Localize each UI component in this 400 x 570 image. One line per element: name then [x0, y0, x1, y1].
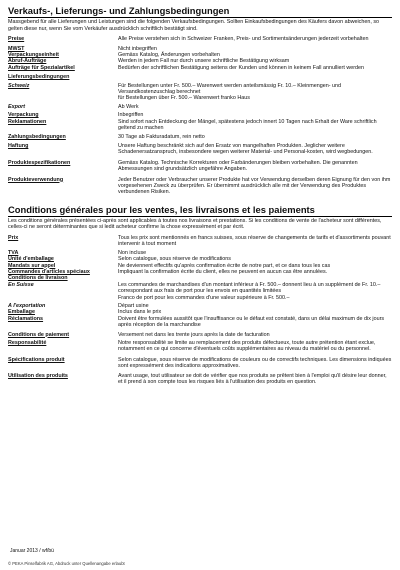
- term-row: [8, 143, 392, 156]
- term-label: Conditions de paiement: [8, 331, 70, 338]
- term-value: Ne deviennent effectifs qu'après confirmation écrite de notre part, et ce dans tous les cas: [118, 262, 331, 269]
- term-label: Utilisation des produits: [8, 372, 68, 379]
- term-row: [8, 373, 392, 386]
- term-label: Spécifications produit: [8, 356, 65, 363]
- term-label: Unité d'emballage: [8, 256, 54, 263]
- term-value: Doivent être formulées aussitôt que l'insuffisance ou le défaut est constaté, dans un délai maximum de dix jours après réception de la marchandise: [118, 315, 385, 329]
- term-label: Reklamationen: [8, 118, 47, 125]
- term-label: Prix: [8, 234, 19, 241]
- term-value: Inbegriffen: [118, 112, 144, 119]
- term-value: Nicht inbegriffen: [118, 45, 157, 52]
- footer-copyright: © PEKA Pinselfabrik AG, Abdruck unter Quellenangabe erlaubt: [8, 561, 125, 566]
- term-value: Avant usage, tout utilisateur se doit de vérifier que nos produits se prêtent bien à l'emploi qu'il désire leur donner, et il prend à son compte tous les risques liés à l'utilisation des produits en question.: [118, 372, 387, 386]
- term-value: Unsere Haftung beschränkt sich auf den Ersatz von mangelhaften Produkten. Jeglicher weitere Schadenersatzanspruch, insbesondere wegen weiterer Material- und Personal-kosten, wird wegbedungen.: [118, 142, 373, 156]
- term-row: [8, 160, 392, 173]
- term-label: En Suisse: [8, 281, 34, 288]
- term-value: Sind sofort nach Entdeckung der Mängel, spätestens jedoch innert 10 Tagen nach Erhalt der Ware schriftlich geltend zu machen: [118, 118, 377, 132]
- section-french: [8, 204, 392, 386]
- terms-list: [8, 36, 392, 196]
- term-value: Les commandes de marchandises d'un montant inférieur à Fr. 500.– donnent lieu à un supplément de Fr. 10.– correspondant aux frais de port pour les envois en quantités limitées Franco de port pour les commandes d'une valeur supérieure à Fr. 500.–: [118, 281, 381, 301]
- term-value: Werden in jedem Fall nur durch unsere schriftliche Bestätigung wirksam: [118, 58, 290, 65]
- term-value: Tous les prix sont mentionnés en francs suisses, sous réserve de changements de tarifs et d'assortiments pouvant intervenir à tout moment: [118, 234, 391, 248]
- term-value: Gemäss Katalog, Änderungen vorbehalten: [118, 52, 220, 58]
- term-label: Responsabilité: [8, 340, 47, 346]
- term-label: Export: [8, 103, 26, 110]
- term-label: A l'exportation: [8, 302, 46, 309]
- section-intro: Les conditions générales présentées ci-après sont applicables à toutes nos livraisons et prestations. Si les conditions de vente de l'acheteur sont différentes, celles-ci ne seront déterminantes que si ledit acheteur confirme la chose expressément et par écrit.: [8, 217, 382, 231]
- term-value: Gemäss Katalog. Technische Korrekturen oder Farbänderungen bleiben vorbehalten. Die genannten Abmessungen sind grundsätzlich ungefähre Angaben.: [118, 159, 358, 173]
- term-label: MWST: [8, 45, 25, 52]
- term-value: Non incluse: [118, 249, 147, 256]
- term-value: Selon catalogue, sous réserve de modifications: [118, 256, 231, 263]
- section-title: Conditions générales pour les ventes, les livraisons et les paiements: [8, 204, 392, 217]
- term-row: [8, 134, 392, 140]
- term-label: Abruf-Aufträge: [8, 58, 47, 65]
- term-value: Für Bestellungen unter Fr. 500.– Warenwert werden anteilsmässig Fr. 10.– Kleinmengen- und Versandkostenzuschlag berechnet für Bestellungen über Fr. 500.– Warenwert franko Haus: [118, 82, 342, 102]
- term-row: [8, 119, 392, 132]
- term-label: Produktespezifikationen: [8, 159, 71, 166]
- term-row: [8, 83, 392, 102]
- term-value: Inclus dans le prix: [118, 309, 162, 316]
- term-label: Commandes d'articles spéciaux: [8, 268, 90, 275]
- term-value: Jeder Benutzer oder Verbraucher unserer Produkte hat vor Verwendung derselben deren Eignung für den von ihm vorgesehenen Zweck zu überprüfen. Er übernimmt ausdrücklich alle mit der Verwendung des Produktes verbundenen Risiken.: [118, 176, 391, 196]
- term-label: Haftung: [8, 142, 29, 149]
- term-row: [8, 357, 392, 370]
- content: [8, 5, 392, 385]
- term-value: Notre responsabilité se limite au remplacement des produits défectueux, toute autre prétention étant exclue, notamment en ce qui concerne d'éventuels coûts supplémentaires au niveau du matériel ou du personnel.: [118, 340, 376, 353]
- term-row: [8, 332, 392, 338]
- term-label: Verpackung: [8, 112, 39, 119]
- term-value: 30 Tage ab Fakturadatum, rein netto: [118, 134, 205, 141]
- term-label: Mandats sur appel: [8, 262, 56, 269]
- term-label: Conditions de livraison: [8, 275, 68, 282]
- footer-date: Januar 2013 / wf/bü: [10, 548, 54, 554]
- term-value: Ab Werk: [118, 103, 139, 110]
- section-german: [8, 5, 392, 196]
- term-label: Produkteverwendung: [8, 176, 64, 183]
- term-label: Verpackungseinheit: [8, 52, 59, 58]
- term-row: [8, 104, 392, 110]
- term-label: TVA: [8, 249, 19, 256]
- term-label: Lieferungsbedingungen: [8, 74, 70, 81]
- term-row: [8, 316, 392, 329]
- term-row: [8, 65, 392, 71]
- term-label: Preise: [8, 36, 25, 43]
- term-value: Versement net dans les trente jours après la date de facturation: [118, 331, 270, 338]
- term-row: [8, 36, 392, 42]
- term-label: Réclamations: [8, 315, 44, 322]
- terms-list: [8, 235, 392, 386]
- term-row: [8, 235, 392, 248]
- term-value: Selon catalogue, sous réserve de modifications de couleurs ou de correctifs techniques. Les dimensions indiquées sont expressément des indications approximatives.: [118, 356, 392, 370]
- section-intro: Massgebend für alle Lieferungen und Leistungen sind die folgenden Verkaufsbedingungen. Sollten Einkaufsbedingungen des Käufers davon abweichen, so gelten diese nur, wenn Sie vom Verkäufer ausdrücklich schriftlich bestätigt sind.: [8, 19, 380, 32]
- term-value: [118, 74, 392, 80]
- term-value: Alle Preise verstehen sich in Schweizer Franken, Preis- und Sortimentsänderungen jederzeit vorbehalten: [118, 36, 369, 43]
- term-label: Zahlungsbedingungen: [8, 134, 66, 141]
- term-label: Aufträge für Spezialartikel: [8, 64, 75, 71]
- term-row: [8, 74, 392, 80]
- term-label: Emballage: [8, 309, 35, 316]
- term-row: [8, 177, 392, 196]
- term-value: Bedürfen der schriftlichen Bestätigung seitens der Kunden und können in keinem Fall annulliert werden: [118, 64, 365, 71]
- term-row: [8, 340, 392, 353]
- term-value: Impliquant la confirmation écrite du client, elles ne peuvent en aucun cas être annulées.: [118, 268, 328, 275]
- term-row: [8, 282, 392, 301]
- term-label: Schweiz: [8, 82, 30, 89]
- section-title: Verkaufs-, Lieferungs- und Zahlungsbedingungen: [8, 5, 392, 18]
- term-value: Départ usine: [118, 302, 149, 309]
